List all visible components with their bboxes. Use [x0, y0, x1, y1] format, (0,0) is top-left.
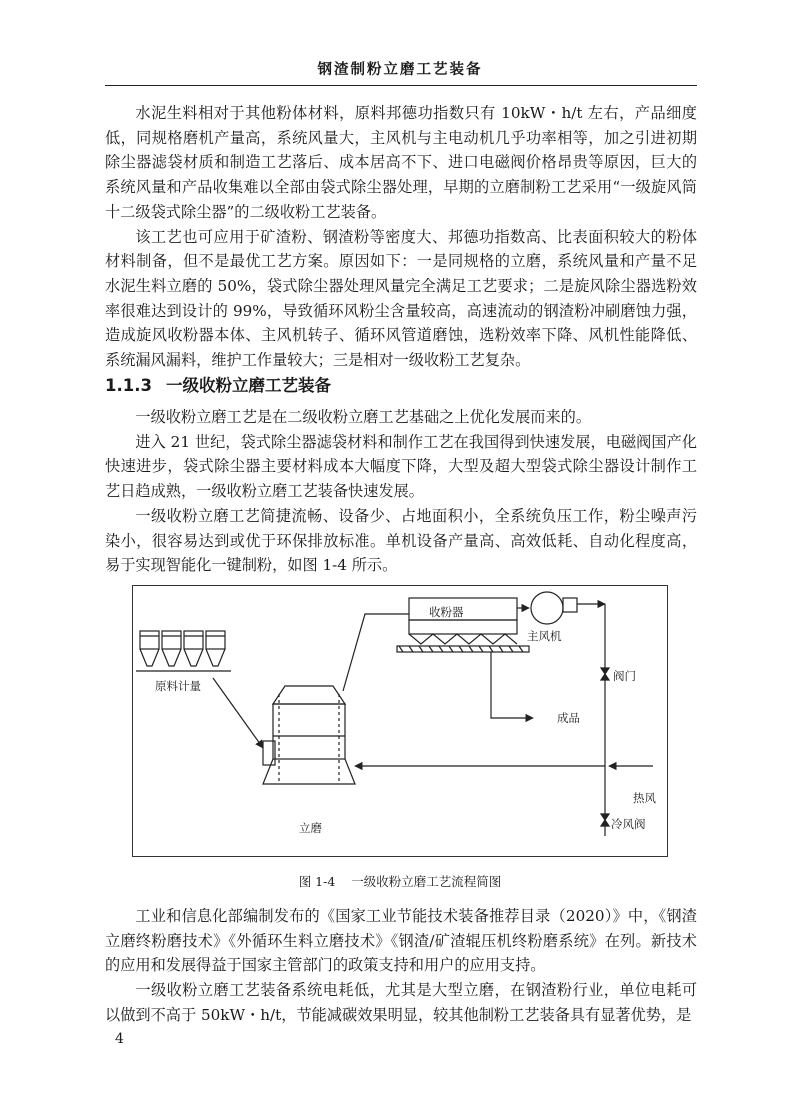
header-rule — [105, 85, 697, 86]
body-text-bottom — [105, 904, 697, 1028]
paragraph: 工业和信息化部编制发布的《国家工业节能技术装备推荐目录（2020）》中，《钢渣立磨终粉磨技术》《外循环生料立磨技术》《钢渣/矿渣辊压机终粉磨系统》在列。新技术的应用和发展得益于国家主管部门的政策支持和用户的应用支持。 — [105, 907, 697, 975]
paragraph: 一级收粉立磨工艺是在二级收粉立磨工艺基础之上优化发展而来的。 — [135, 408, 592, 426]
paragraph: 进入 21 世纪，袋式除尘器滤袋材料和制作工艺在我国得到快速发展，电磁阀国产化快速进步，袋式除尘器主要材料成本大幅度下降，大型及超大型袋式除尘器设计制作工艺日趋成熟，一级收粉立磨工艺装备快速发展。 — [105, 432, 697, 501]
label-collector: 收粉器 — [429, 605, 464, 619]
section-number: 1.1.3 — [105, 376, 152, 395]
section-heading — [105, 372, 331, 396]
caption-title: 一级收粉立磨工艺流程简图 — [351, 874, 502, 889]
body-text-mid — [105, 405, 697, 578]
cold-air-valve-symbol — [601, 814, 609, 826]
process-flow-figure — [132, 585, 668, 857]
page-number: 4 — [115, 1031, 124, 1047]
valve-symbol — [601, 668, 609, 680]
label-vertical-mill: 立磨 — [299, 821, 322, 835]
running-head: 钢渣制粉立磨工艺装备 — [317, 62, 483, 78]
label-valve: 阀门 — [613, 669, 636, 683]
vertical-mill — [263, 686, 355, 784]
paragraph: 一级收粉立磨工艺装备系统电耗低，尤其是大型立磨，在钢渣粉行业，单位电耗可以做到不高于 50kW・h/t，节能减碳效果明显，较其他制粉工艺装备具有显著优势，是 — [105, 981, 697, 1024]
label-hot-air: 热风 — [633, 791, 656, 805]
caption-number: 图 1-4 — [298, 874, 336, 889]
paragraph: 水泥生料相对于其他粉体材料，原料邦德功指数只有 10kW・h/t 左右，产品细度低，同规格磨机产量高，系统风量大，主风机与主电动机几乎功率相等，加之引进初期除尘器滤袋材质和制造工艺落后、成本居高不下、进口电磁阀价格昂贵等原因，巨大的系统风量和产品收集难以全部由袋式除尘器处理，早期的立磨制粉工艺采用“一级旋风筒十二级袋式除尘器”的二级收粉工艺装备。 — [105, 104, 697, 221]
figure-caption — [0, 872, 800, 890]
label-raw-metering: 原料计量 — [155, 679, 201, 693]
label-product: 成品 — [557, 711, 580, 725]
paragraph: 该工艺也可应用于矿渣粉、钢渣粉等密度大、邦德功指数高、比表面积较大的粉体材料制备，但不是最优工艺方案。原因如下：一是同规格的立磨，系统风量和产量不足水泥生料立磨的 50%，袋式除尘器处理风量完全满足工艺要求；二是旋风除尘器选粉效率很难达到设计的 99%，导致循环风粉尘含量较高，高速流动的钢渣粉冲刷磨蚀力强，造成旋风收粉器本体、主风机转子、循环风管道磨蚀，选粉效率下降、风机性能降低、系统漏风漏料，维护工作量较大；三是相对一级收粉工艺复杂。 — [105, 227, 697, 370]
body-text-top — [105, 101, 697, 373]
process-diagram — [133, 586, 669, 858]
label-main-fan: 主风机 — [527, 629, 562, 643]
main-fan — [531, 592, 577, 624]
paragraph: 一级收粉立磨工艺简捷流畅、设备少、占地面积小，全系统负压工作，粉尘噪声污染小，很容易达到或优于环保排放标准。单机设备产量高、高效低耗、自动化程度高，易于实现智能化一键制粉，如图 1-4 所示。 — [105, 506, 697, 575]
section-title: 一级收粉立磨工艺装备 — [165, 376, 331, 395]
raw-material-bins — [136, 631, 231, 671]
label-cold-air-valve: 冷风阀 — [611, 817, 646, 831]
